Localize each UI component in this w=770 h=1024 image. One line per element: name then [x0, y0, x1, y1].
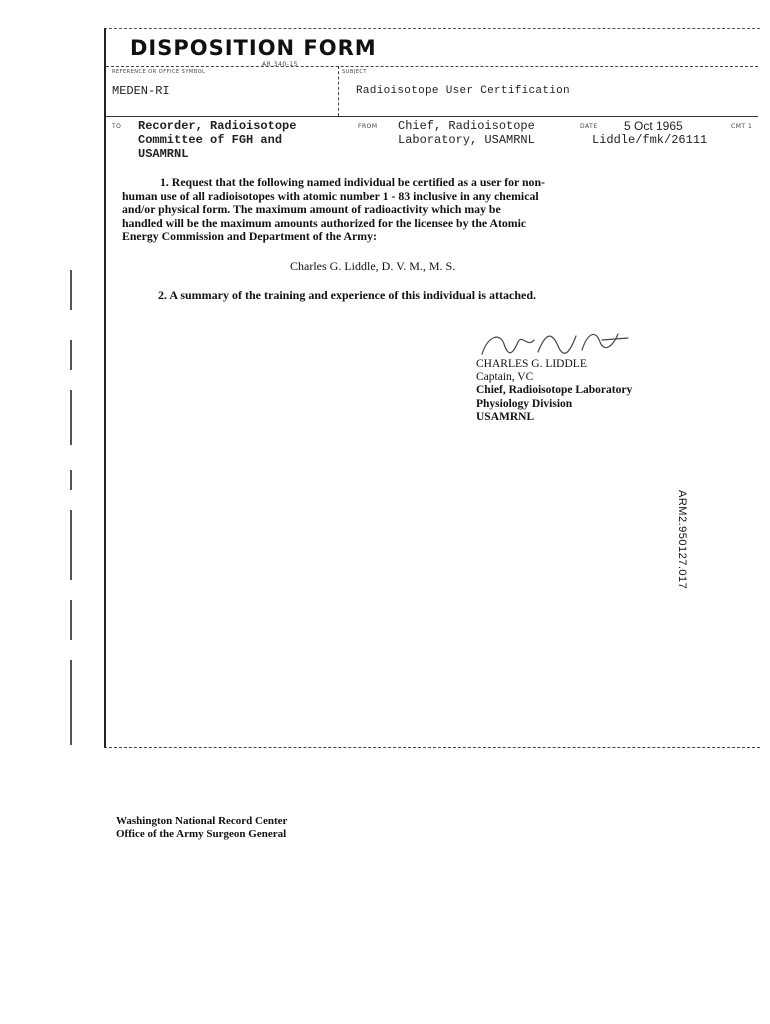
handwritten-signature [478, 326, 638, 360]
archive-stamp: ARM2.950127.017 [676, 490, 688, 590]
from-label: FROM [358, 123, 378, 130]
named-individual: Charles G. Liddle, D. V. M., M. S. [290, 259, 456, 273]
footer-line: Office of the Army Surgeon General [116, 828, 287, 840]
subject-text: Radioisotope User Certification [356, 85, 570, 97]
date-label: DATE [580, 123, 598, 130]
signer-rank: Captain, VC [476, 371, 534, 384]
office-symbol: MEDEN-RI [112, 84, 170, 98]
signer-org: USAMRNL [476, 410, 535, 423]
paragraph-line: Energy Commission and Department of the Army: [122, 229, 377, 244]
scan-margin-marks [70, 270, 74, 750]
paragraph-line: handled will be the maximum amounts authorized for the licensee by the Atomic [122, 215, 527, 230]
from-sender [398, 119, 535, 147]
from-line: Chief, Radioisotope [398, 119, 535, 133]
paragraph-line: human use of all radioisotopes with atomic number 1 - 83 inclusive in any chemical [122, 188, 539, 203]
to-line: Recorder, Radioisotope [138, 119, 297, 133]
header-divider [106, 66, 758, 67]
subject-label: SUBJECT [342, 69, 367, 75]
header-column-divider [338, 66, 339, 116]
reference-code: Liddle/fmk/26111 [592, 133, 708, 147]
date-value: 5 Oct 1965 [624, 119, 683, 133]
footer-line: Washington National Record Center [116, 815, 288, 827]
paragraph-line: 1. Request that the following named individual be certified as a user for non- [160, 175, 545, 189]
to-recipient [138, 119, 296, 161]
paragraph-line: and/or physical form. The maximum amount of radioactivity which may be [122, 202, 501, 217]
to-from-divider [106, 116, 758, 117]
signer-name: CHARLES G. LIDDLE [476, 358, 587, 370]
signature-block [476, 358, 632, 424]
form-title: DISPOSITION FORM [130, 36, 377, 60]
from-line: Laboratory, USAMRNL [398, 133, 535, 147]
archive-footer [116, 815, 287, 841]
to-line: Committee of FGH and [138, 133, 283, 147]
office-symbol-label: REFERENCE OR OFFICE SYMBOL [112, 69, 206, 75]
to-line: USAMRNL [138, 147, 189, 161]
to-label: TO [112, 123, 122, 130]
signer-title: Chief, Radioisotope Laboratory [476, 384, 633, 397]
regulation-reference: AR 340-15 [262, 61, 298, 68]
signer-division: Physiology Division [476, 397, 573, 410]
comment-label: CMT 1 [731, 123, 753, 130]
paragraph-2: 2. A summary of the training and experience of this individual is attached. [158, 288, 537, 302]
paragraph-1 [122, 176, 764, 244]
